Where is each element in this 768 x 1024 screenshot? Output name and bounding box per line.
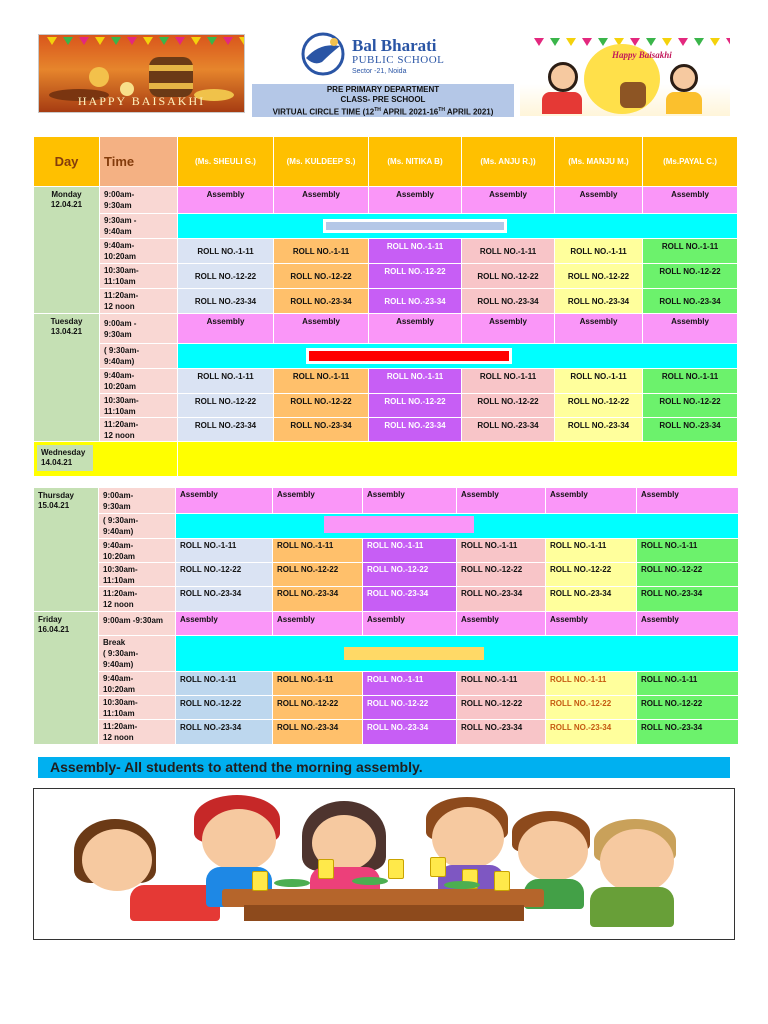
roll-cell: ROLL NO.-12-22 [462,264,555,289]
dhol-icon [620,82,646,108]
roll-cell: ROLL NO.-12-22 [457,696,546,720]
header-day: Day [34,137,100,187]
teacher-header: (Ms. SHEULI G.) [178,137,274,187]
juice-glass-icon [252,871,268,891]
table-row [34,418,738,442]
roll-cell: ROLL NO.-23-34 [643,418,738,442]
roll-cell: ROLL NO.-23-34 [363,720,457,745]
roll-cell: ROLL NO.-23-34 [462,289,555,314]
time-slot: ( 9:30am- 9:40am) [99,514,176,539]
class-line: CLASS- PRE SCHOOL [340,95,426,104]
roll-cell: ROLL NO.-12-22 [637,563,739,587]
kids-eating-illustration [33,788,735,940]
roll-cell: ROLL NO.-12-22 [178,264,274,289]
time-slot: 9:40am- 10:20am [100,369,178,394]
girl-cartoon [548,62,578,92]
table-row [34,187,738,214]
table-row [34,539,739,563]
plate-icon [352,877,388,885]
assembly-cell: Assembly [546,488,637,514]
time-slot: 9:00am -9:30am [99,612,176,636]
teacher-header: (Ms.PAYAL C.) [643,137,738,187]
roll-cell: ROLL NO.-1-11 [273,539,363,563]
roll-cell: ROLL NO.-23-34 [178,289,274,314]
roll-cell: ROLL NO.-1-11 [462,239,555,264]
roll-cell: ROLL NO.-12-22 [457,563,546,587]
roll-cell: ROLL NO.-23-34 [274,418,369,442]
assembly-cell: Assembly [462,187,555,214]
roll-cell: ROLL NO.-1-11 [176,672,273,696]
roll-cell: ROLL NO.-1-11 [273,672,363,696]
time-slot: 9:40am- 10:20am [99,672,176,696]
roll-cell: ROLL NO.-1-11 [643,239,738,264]
roll-cell: ROLL NO.-23-34 [176,720,273,745]
teacher-header: (Ms. KULDEEP S.) [274,137,369,187]
baisakhi-banner-right [520,36,730,116]
roll-cell: ROLL NO.-12-22 [178,394,274,418]
break-cell [178,214,738,239]
time-slot: 9:00am- 9:30am [99,488,176,514]
time-slot: 10:30am- 11:10am [99,696,176,720]
assembly-cell: Assembly [273,612,363,636]
roll-cell: ROLL NO.-12-22 [176,563,273,587]
school-type: PUBLIC SCHOOL [352,54,445,66]
roll-cell: ROLL NO.-23-34 [273,720,363,745]
break-cell [178,344,738,369]
day-tuesday: Tuesday 13.04.21 [34,314,100,442]
girl-face [82,829,152,891]
roll-cell: ROLL NO.-23-34 [637,720,739,745]
day-thursday: Thursday 15.04.21 [34,488,99,612]
table-row [34,394,738,418]
juice-glass-icon [318,859,334,879]
roll-cell: ROLL NO.-23-34 [555,418,643,442]
day-wednesday: Wednesday 14.04.21 [37,445,93,471]
assembly-cell: Assembly [369,187,462,214]
assembly-cell: Assembly [555,314,643,344]
roll-cell: ROLL NO.-12-22 [363,696,457,720]
roll-cell: ROLL NO.-1-11 [555,239,643,264]
table-row [34,514,739,539]
break-marker [323,219,507,233]
roll-cell: ROLL NO.-23-34 [369,289,462,314]
roll-cell: ROLL NO.-1-11 [457,539,546,563]
roll-cell: ROLL NO.-1-11 [457,672,546,696]
assembly-cell: Assembly [274,187,369,214]
roll-cell: ROLL NO.-12-22 [637,696,739,720]
roll-cell: ROLL NO.-12-22 [546,696,637,720]
assembly-cell: Assembly [637,488,739,514]
roll-cell: ROLL NO.-12-22 [273,696,363,720]
boy-cartoon [670,64,698,92]
teacher-header: (Ms. NITIKA B) [369,137,462,187]
boy-face [600,829,674,893]
time-slot: 11:20am- 12 noon [99,587,176,612]
juice-glass-icon [494,871,510,891]
roll-cell: ROLL NO.-12-22 [643,264,738,289]
roll-cell: ROLL NO.-1-11 [363,539,457,563]
bird-emblem-icon [296,32,350,76]
school-name: Bal Bharati [352,36,437,55]
roll-cell: ROLL NO.-12-22 [273,563,363,587]
roll-cell: ROLL NO.-23-34 [176,587,273,612]
table-row [34,264,738,289]
table-row [34,488,739,514]
timetable-part-2 [33,487,739,745]
break-cell [176,636,739,672]
holiday-cell [178,442,738,477]
roll-cell: ROLL NO.-1-11 [643,369,738,394]
table-row [34,214,738,239]
assembly-cell: Assembly [176,488,273,514]
roll-cell: ROLL NO.-12-22 [546,563,637,587]
assembly-cell: Assembly [643,314,738,344]
assembly-cell: Assembly [363,612,457,636]
roll-cell: ROLL NO.-1-11 [637,539,739,563]
date-range-line: VIRTUAL CIRCLE TIME (12TH APRIL 2021-16TH APRIL 2021) [272,107,494,117]
table-row [34,289,738,314]
roll-cell: ROLL NO.-23-34 [643,289,738,314]
time-slot: ( 9:30am- 9:40am) [100,344,178,369]
roll-cell: ROLL NO.-23-34 [637,587,739,612]
day-monday: Monday 12.04.21 [34,187,100,314]
roll-cell: ROLL NO.-23-34 [178,418,274,442]
roll-cell: ROLL NO.-12-22 [555,264,643,289]
table-row [34,672,739,696]
boy-face [518,821,588,881]
assembly-cell: Assembly [363,488,457,514]
roll-cell: ROLL NO.-1-11 [363,672,457,696]
table-row [34,344,738,369]
roll-cell: ROLL NO.-1-11 [274,369,369,394]
juice-glass-icon [430,857,446,877]
roll-cell: ROLL NO.-23-34 [457,587,546,612]
break-marker [324,516,474,533]
assembly-cell: Assembly [462,314,555,344]
table-row [34,612,739,636]
roll-cell: ROLL NO.-23-34 [462,418,555,442]
day-wednesday-cell [34,442,178,477]
juice-glass-icon [388,859,404,879]
table-row [34,442,738,477]
table-row [34,314,738,344]
baisakhi-caption: HAPPY BAISAKHI [77,94,206,108]
happy-baisakhi-text: Happy Baisakhi [612,50,672,60]
break-cell [176,514,739,539]
assembly-cell: Assembly [273,488,363,514]
roll-cell: ROLL NO.-12-22 [369,264,462,289]
assembly-cell: Assembly [274,314,369,344]
assembly-cell: Assembly [546,612,637,636]
table-row [34,696,739,720]
roll-cell: ROLL NO.-23-34 [363,587,457,612]
roll-cell: ROLL NO.-1-11 [546,672,637,696]
roll-cell: ROLL NO.-23-34 [274,289,369,314]
day-friday: Friday 16.04.21 [34,612,99,745]
teacher-header: (Ms. ANJU R.)) [462,137,555,187]
teacher-header: (Ms. MANJU M.) [555,137,643,187]
table-header-row [34,137,738,187]
roll-cell: ROLL NO.-12-22 [555,394,643,418]
school-sector: Sector -21, Noida [352,68,407,75]
time-slot: 11:20am- 12 noon [100,289,178,314]
assembly-cell: Assembly [178,187,274,214]
table-row [34,587,739,612]
baisakhi-banner-left [38,34,245,113]
roll-cell: ROLL NO.-1-11 [637,672,739,696]
table-row [34,369,738,394]
header-time: Time [100,137,178,187]
assembly-cell: Assembly [457,488,546,514]
roll-cell: ROLL NO.-23-34 [273,587,363,612]
assembly-cell: Assembly [457,612,546,636]
time-slot: 11:20am- 12 noon [100,418,178,442]
time-slot: 10:30am- 11:10am [100,264,178,289]
time-slot: 9:40am- 10:20am [100,239,178,264]
time-slot: 9:00am - 9:30am [100,314,178,344]
time-slot: 9:00am- 9:30am [100,187,178,214]
roll-cell: ROLL NO.-12-22 [274,264,369,289]
table-row [34,636,739,672]
roll-cell: ROLL NO.-1-11 [546,539,637,563]
roll-cell: ROLL NO.-12-22 [176,696,273,720]
roll-cell: ROLL NO.-1-11 [462,369,555,394]
time-slot: 11:20am- 12 noon [99,720,176,745]
roll-cell: ROLL NO.-23-34 [369,418,462,442]
plate-icon [274,879,310,887]
assembly-cell: Assembly [369,314,462,344]
roll-cell: ROLL NO.-1-11 [274,239,369,264]
roll-cell: ROLL NO.-23-34 [457,720,546,745]
assembly-cell: Assembly [637,612,739,636]
assembly-cell: Assembly [176,612,273,636]
time-slot: 10:30am- 11:10am [100,394,178,418]
break-marker [344,647,484,660]
roll-cell: ROLL NO.-12-22 [274,394,369,418]
table-row [34,239,738,264]
table-row [34,720,739,745]
assembly-cell: Assembly [555,187,643,214]
roll-cell: ROLL NO.-12-22 [643,394,738,418]
time-slot: Break ( 9:30am- 9:40am) [99,636,176,672]
time-slot: 9:40am- 10:20am [99,539,176,563]
roll-cell: ROLL NO.-1-11 [555,369,643,394]
time-slot: 9:30am - 9:40am [100,214,178,239]
assembly-cell: Assembly [178,314,274,344]
boy-face [202,809,276,871]
school-logo [296,32,456,78]
department-line: PRE PRIMARY DEPARTMENT [326,85,440,94]
roll-cell: ROLL NO.-12-22 [369,394,462,418]
assembly-note: Assembly- All students to attend the morning assembly. [38,757,730,778]
roll-cell: ROLL NO.-1-11 [178,369,274,394]
roll-cell: ROLL NO.-23-34 [546,720,637,745]
roll-cell: ROLL NO.-1-11 [369,239,462,264]
roll-cell: ROLL NO.-12-22 [363,563,457,587]
roll-cell: ROLL NO.-1-11 [176,539,273,563]
roll-cell: ROLL NO.-23-34 [546,587,637,612]
break-marker [306,348,512,364]
roll-cell: ROLL NO.-1-11 [369,369,462,394]
department-info [252,84,514,117]
assembly-cell: Assembly [643,187,738,214]
time-slot: 10:30am- 11:10am [99,563,176,587]
table-row [34,563,739,587]
roll-cell: ROLL NO.-23-34 [555,289,643,314]
roll-cell: ROLL NO.-1-11 [178,239,274,264]
plate-icon [444,881,480,889]
roll-cell: ROLL NO.-12-22 [462,394,555,418]
timetable-part-1 [33,136,738,477]
